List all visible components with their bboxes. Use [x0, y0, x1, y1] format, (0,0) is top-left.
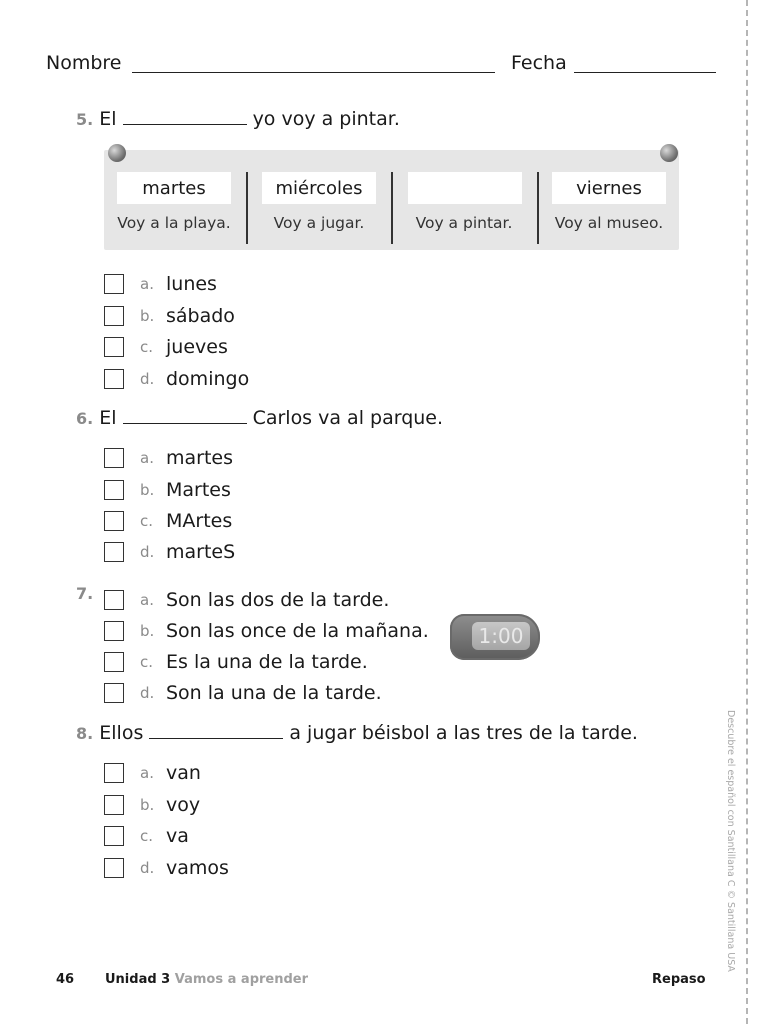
section-label: Repaso	[652, 972, 706, 987]
question-text-before: Ellos	[99, 722, 144, 744]
answer-checkbox[interactable]	[104, 858, 124, 878]
calendar-activity: Voy al museo.	[554, 214, 664, 232]
option-text: Son las dos de la tarde.	[166, 589, 390, 611]
question-text-after: Carlos va al parque.	[252, 407, 444, 429]
question-text-after: a jugar béisbol a las tres de la tarde.	[289, 722, 638, 744]
weekly-calendar	[104, 150, 679, 250]
answer-checkbox[interactable]	[104, 369, 124, 389]
answer-checkbox[interactable]	[104, 590, 124, 610]
name-label: Nombre	[46, 52, 122, 74]
option-row	[104, 760, 201, 786]
answer-checkbox[interactable]	[104, 795, 124, 815]
option-letter: a.	[140, 764, 154, 782]
option-row	[104, 477, 231, 503]
answer-checkbox[interactable]	[104, 683, 124, 703]
question-5	[76, 108, 400, 130]
date-label: Fecha	[511, 52, 567, 74]
question-number: 6.	[76, 409, 94, 428]
option-row	[104, 303, 235, 329]
calendar-divider	[246, 172, 248, 244]
answer-checkbox[interactable]	[104, 306, 124, 326]
answer-blank[interactable]	[149, 737, 283, 739]
answer-blank[interactable]	[123, 422, 247, 424]
option-text: voy	[166, 794, 201, 816]
question-text-before: El	[99, 108, 117, 130]
digital-clock-icon	[450, 614, 540, 660]
option-letter: d.	[140, 370, 155, 388]
option-text: Martes	[166, 479, 231, 501]
question-number: 8.	[76, 724, 94, 743]
calendar-day: viernes	[552, 172, 666, 204]
option-row	[104, 271, 217, 297]
option-text: Son las once de la mañana.	[166, 620, 429, 642]
pushpin-icon	[660, 144, 678, 162]
question-8	[76, 722, 638, 744]
question-6	[76, 407, 443, 429]
option-letter: b.	[140, 622, 155, 640]
answer-checkbox[interactable]	[104, 448, 124, 468]
option-text: vamos	[166, 857, 229, 879]
option-letter: b.	[140, 796, 155, 814]
option-row	[104, 680, 382, 706]
option-text: va	[166, 825, 189, 847]
option-row	[104, 334, 228, 360]
option-row	[104, 855, 229, 881]
clock-display: 1:00	[472, 622, 530, 650]
answer-checkbox[interactable]	[104, 621, 124, 641]
date-field[interactable]	[574, 72, 716, 73]
option-row	[104, 445, 233, 471]
answer-checkbox[interactable]	[104, 337, 124, 357]
page-number: 46	[56, 972, 75, 987]
option-letter: d.	[140, 859, 155, 877]
option-letter: a.	[140, 449, 154, 467]
calendar-activity: Voy a la playa.	[117, 214, 231, 232]
option-row	[104, 508, 232, 534]
unit-number: Unidad 3	[105, 972, 171, 987]
calendar-day-missing	[408, 172, 522, 204]
option-letter: d.	[140, 684, 155, 702]
answer-checkbox[interactable]	[104, 826, 124, 846]
option-letter: a.	[140, 591, 154, 609]
option-letter: c.	[140, 653, 154, 671]
question-text-after: yo voy a pintar.	[252, 108, 400, 130]
calendar-day: miércoles	[262, 172, 376, 204]
calendar-divider	[391, 172, 393, 244]
calendar-activity: Voy a pintar.	[415, 214, 513, 232]
answer-blank[interactable]	[123, 123, 247, 125]
question-number: 5.	[76, 110, 94, 129]
cut-line	[746, 0, 748, 1024]
option-letter: b.	[140, 307, 155, 325]
option-row	[104, 792, 200, 818]
option-text: domingo	[166, 368, 250, 390]
option-letter: a.	[140, 275, 154, 293]
option-text: Es la una de la tarde.	[166, 651, 368, 673]
copyright-credit: Descubre el español con Santillana C © Santillana USA	[725, 710, 736, 972]
option-text: van	[166, 762, 201, 784]
unit-title: Vamos a aprender	[174, 972, 309, 987]
option-text: Son la una de la tarde.	[166, 682, 382, 704]
answer-checkbox[interactable]	[104, 274, 124, 294]
option-row	[104, 539, 235, 565]
option-letter: d.	[140, 543, 155, 561]
calendar-divider	[537, 172, 539, 244]
option-row	[104, 823, 189, 849]
answer-checkbox[interactable]	[104, 480, 124, 500]
answer-checkbox[interactable]	[104, 652, 124, 672]
pushpin-icon	[108, 144, 126, 162]
option-text: jueves	[166, 336, 228, 358]
option-text: lunes	[166, 273, 217, 295]
option-text: MArtes	[166, 510, 233, 532]
option-row	[104, 587, 389, 613]
unit-label	[105, 972, 308, 987]
question-text-before: El	[99, 407, 117, 429]
option-row	[104, 649, 368, 675]
option-letter: c.	[140, 827, 154, 845]
answer-checkbox[interactable]	[104, 511, 124, 531]
question-number: 7.	[76, 584, 94, 603]
option-text: martes	[166, 447, 234, 469]
option-row	[104, 366, 249, 392]
option-row	[104, 618, 429, 644]
option-letter: c.	[140, 512, 154, 530]
answer-checkbox[interactable]	[104, 763, 124, 783]
answer-checkbox[interactable]	[104, 542, 124, 562]
option-text: sábado	[166, 305, 235, 327]
option-letter: c.	[140, 338, 154, 356]
name-field[interactable]	[132, 72, 495, 73]
option-letter: b.	[140, 481, 155, 499]
calendar-day: martes	[117, 172, 231, 204]
calendar-activity: Voy a jugar.	[273, 214, 365, 232]
option-text: marteS	[166, 541, 236, 563]
